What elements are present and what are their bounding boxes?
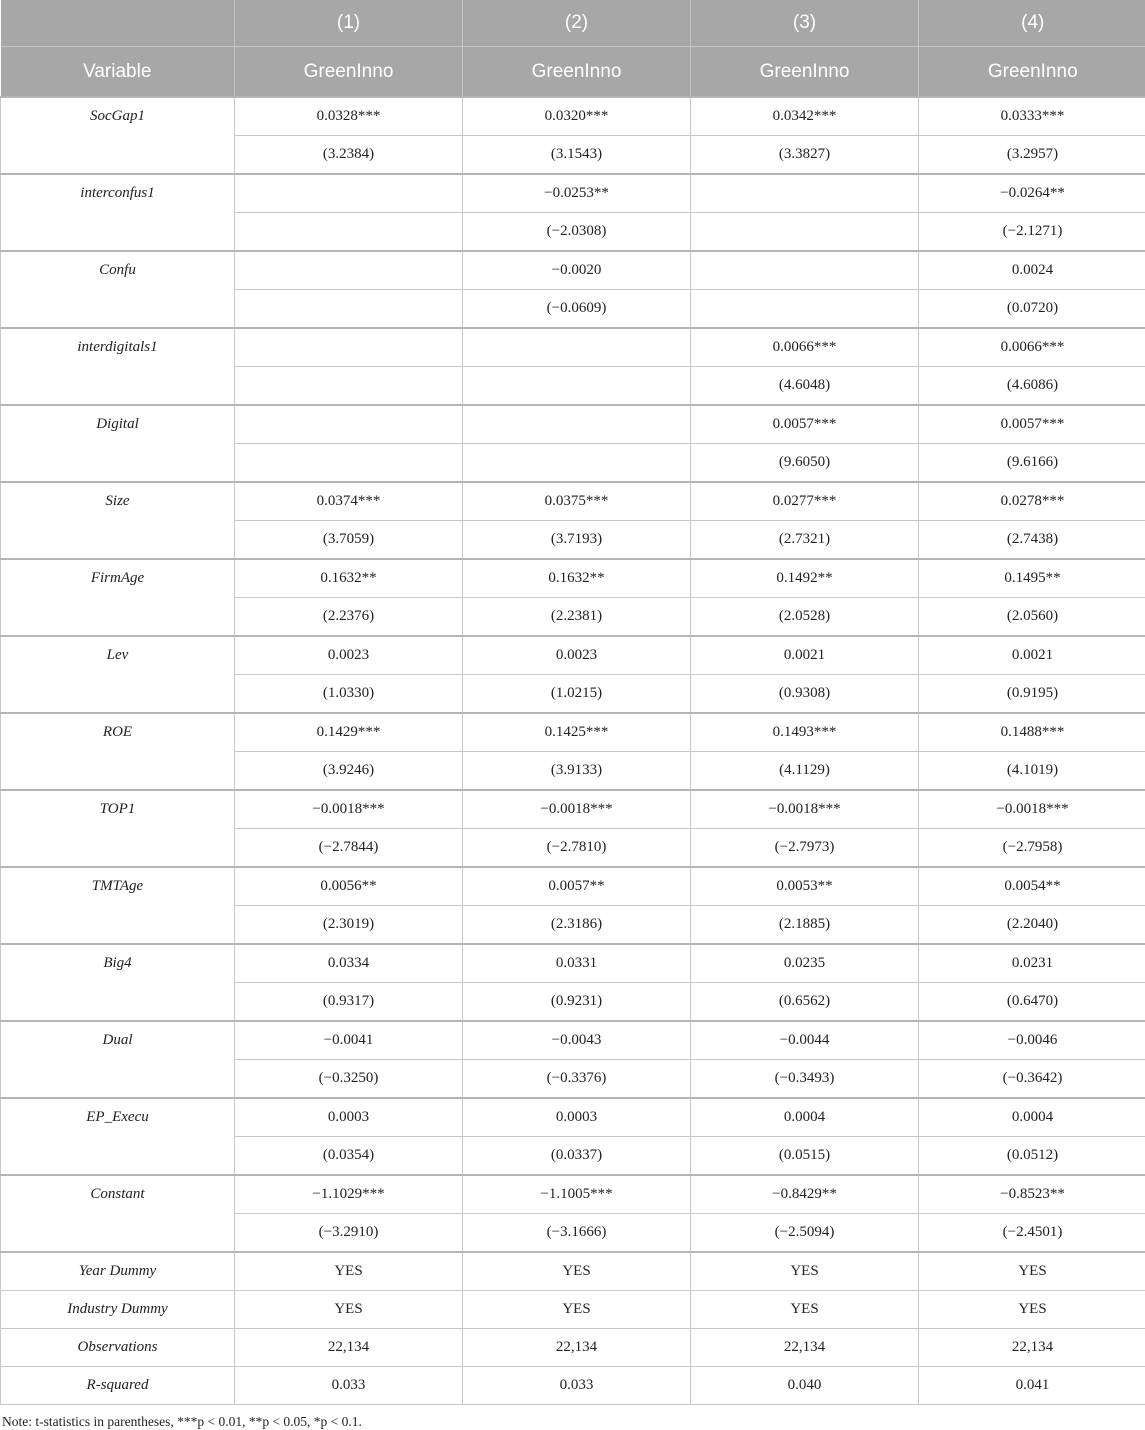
header-dependent-variable: GreenInno bbox=[691, 47, 919, 98]
coefficient-row bbox=[1, 1175, 1145, 1214]
t-statistic-cell: (3.2384) bbox=[235, 136, 463, 175]
coefficient-cell: 0.0375*** bbox=[463, 482, 691, 521]
coefficient-cell: 0.0334 bbox=[235, 944, 463, 983]
coefficient-cell: 0.0004 bbox=[919, 1098, 1145, 1137]
header-model-number: (3) bbox=[691, 0, 919, 47]
coefficient-cell bbox=[235, 405, 463, 444]
summary-row bbox=[1, 1291, 1145, 1329]
table-header bbox=[1, 0, 1145, 97]
summary-value: YES bbox=[919, 1291, 1145, 1329]
t-statistic-cell bbox=[691, 213, 919, 252]
t-statistic-cell: (1.0215) bbox=[463, 675, 691, 714]
header-dependent-variable: GreenInno bbox=[463, 47, 691, 98]
variable-name: interconfus1 bbox=[1, 174, 235, 251]
coefficient-cell: −0.0043 bbox=[463, 1021, 691, 1060]
t-statistic-cell: (2.3019) bbox=[235, 906, 463, 945]
coefficient-cell bbox=[235, 251, 463, 290]
coefficient-cell: −1.1005*** bbox=[463, 1175, 691, 1214]
coefficient-cell: 0.0024 bbox=[919, 251, 1145, 290]
t-statistic-cell: (−0.3642) bbox=[919, 1060, 1145, 1099]
t-statistic-cell bbox=[235, 444, 463, 483]
summary-value: 0.033 bbox=[463, 1367, 691, 1405]
t-statistic-cell: (−2.4501) bbox=[919, 1214, 1145, 1253]
summary-value: YES bbox=[691, 1252, 919, 1291]
variable-name: Confu bbox=[1, 251, 235, 328]
coefficient-cell: −0.0018*** bbox=[463, 790, 691, 829]
coefficient-cell: 0.1632** bbox=[235, 559, 463, 598]
t-statistic-cell: (3.7059) bbox=[235, 521, 463, 560]
coefficient-cell: 0.1429*** bbox=[235, 713, 463, 752]
t-statistic-cell: (−2.1271) bbox=[919, 213, 1145, 252]
coefficient-cell: −0.0046 bbox=[919, 1021, 1145, 1060]
coefficient-row bbox=[1, 559, 1145, 598]
t-statistic-cell: (0.9231) bbox=[463, 983, 691, 1022]
coefficient-cell: −0.0253** bbox=[463, 174, 691, 213]
coefficient-cell: −0.8523** bbox=[919, 1175, 1145, 1214]
t-statistic-cell: (2.0560) bbox=[919, 598, 1145, 637]
coefficient-cell: 0.0003 bbox=[235, 1098, 463, 1137]
coefficient-cell bbox=[235, 328, 463, 367]
coefficient-cell bbox=[463, 405, 691, 444]
coefficient-row bbox=[1, 482, 1145, 521]
coefficient-cell: 0.0231 bbox=[919, 944, 1145, 983]
coefficient-row bbox=[1, 328, 1145, 367]
coefficient-cell: −0.0041 bbox=[235, 1021, 463, 1060]
t-statistic-cell: (2.3186) bbox=[463, 906, 691, 945]
coefficient-cell: 0.0023 bbox=[463, 636, 691, 675]
t-statistic-cell: (−0.3376) bbox=[463, 1060, 691, 1099]
coefficient-cell: 0.0023 bbox=[235, 636, 463, 675]
t-statistic-cell bbox=[691, 290, 919, 329]
coefficient-cell: 0.0004 bbox=[691, 1098, 919, 1137]
coefficient-cell: 0.0235 bbox=[691, 944, 919, 983]
coefficient-cell: −0.0020 bbox=[463, 251, 691, 290]
summary-label: Observations bbox=[1, 1329, 235, 1367]
coefficient-cell: 0.1488*** bbox=[919, 713, 1145, 752]
coefficient-cell bbox=[691, 174, 919, 213]
coefficient-cell: 0.0057*** bbox=[691, 405, 919, 444]
t-statistic-cell: (2.0528) bbox=[691, 598, 919, 637]
coefficient-row bbox=[1, 1098, 1145, 1137]
variable-name: TOP1 bbox=[1, 790, 235, 867]
header-model-number: (2) bbox=[463, 0, 691, 47]
coefficient-cell: 0.0056** bbox=[235, 867, 463, 906]
coefficient-cell: 0.0066*** bbox=[919, 328, 1145, 367]
coefficient-cell: 0.0278*** bbox=[919, 482, 1145, 521]
variable-name: ROE bbox=[1, 713, 235, 790]
t-statistic-cell: (4.1019) bbox=[919, 752, 1145, 791]
coefficient-cell: −0.0018*** bbox=[235, 790, 463, 829]
coefficient-row bbox=[1, 97, 1145, 136]
coefficient-cell bbox=[691, 251, 919, 290]
header-model-number: (4) bbox=[919, 0, 1145, 47]
t-statistic-cell: (−2.7958) bbox=[919, 829, 1145, 868]
t-statistic-cell: (2.2376) bbox=[235, 598, 463, 637]
t-statistic-cell: (3.9133) bbox=[463, 752, 691, 791]
variable-name: interdigitals1 bbox=[1, 328, 235, 405]
t-statistic-cell: (2.7321) bbox=[691, 521, 919, 560]
summary-value: YES bbox=[919, 1252, 1145, 1291]
coefficient-cell: 0.1632** bbox=[463, 559, 691, 598]
t-statistic-cell: (2.7438) bbox=[919, 521, 1145, 560]
coefficient-row bbox=[1, 405, 1145, 444]
t-statistic-cell: (3.1543) bbox=[463, 136, 691, 175]
coefficient-cell: 0.0021 bbox=[919, 636, 1145, 675]
coefficient-cell: 0.0003 bbox=[463, 1098, 691, 1137]
t-statistic-cell: (3.7193) bbox=[463, 521, 691, 560]
variable-name: Big4 bbox=[1, 944, 235, 1021]
t-statistic-cell: (0.9317) bbox=[235, 983, 463, 1022]
summary-value: 0.041 bbox=[919, 1367, 1145, 1405]
t-statistic-cell: (3.9246) bbox=[235, 752, 463, 791]
coefficient-cell: −0.0018*** bbox=[919, 790, 1145, 829]
header-dependent-variable: GreenInno bbox=[919, 47, 1145, 98]
coefficient-cell: 0.1493*** bbox=[691, 713, 919, 752]
coefficient-row bbox=[1, 867, 1145, 906]
coefficient-row bbox=[1, 636, 1145, 675]
summary-label: R-squared bbox=[1, 1367, 235, 1405]
variable-name: SocGap1 bbox=[1, 97, 235, 174]
summary-row bbox=[1, 1367, 1145, 1405]
t-statistic-cell: (0.6470) bbox=[919, 983, 1145, 1022]
t-statistic-cell: (4.6086) bbox=[919, 367, 1145, 406]
t-statistic-cell: (−3.1666) bbox=[463, 1214, 691, 1253]
t-statistic-cell: (−2.5094) bbox=[691, 1214, 919, 1253]
coefficient-cell: −0.0044 bbox=[691, 1021, 919, 1060]
summary-row bbox=[1, 1329, 1145, 1367]
variable-name: FirmAge bbox=[1, 559, 235, 636]
t-statistic-cell: (−2.7810) bbox=[463, 829, 691, 868]
coefficient-cell: 0.0328*** bbox=[235, 97, 463, 136]
t-statistic-cell: (3.3827) bbox=[691, 136, 919, 175]
t-statistic-cell: (−3.2910) bbox=[235, 1214, 463, 1253]
coefficient-cell: 0.0374*** bbox=[235, 482, 463, 521]
coefficient-cell: −0.0264** bbox=[919, 174, 1145, 213]
t-statistic-cell: (−2.7973) bbox=[691, 829, 919, 868]
coefficient-cell: −0.8429** bbox=[691, 1175, 919, 1214]
variable-name: Digital bbox=[1, 405, 235, 482]
t-statistic-cell bbox=[463, 367, 691, 406]
t-statistic-cell: (−0.0609) bbox=[463, 290, 691, 329]
t-statistic-cell: (0.0337) bbox=[463, 1137, 691, 1176]
t-statistic-cell: (0.0720) bbox=[919, 290, 1145, 329]
coefficient-row bbox=[1, 713, 1145, 752]
summary-value: 22,134 bbox=[463, 1329, 691, 1367]
t-statistic-cell: (0.9195) bbox=[919, 675, 1145, 714]
summary-row bbox=[1, 1252, 1145, 1291]
t-statistic-cell: (4.1129) bbox=[691, 752, 919, 791]
coefficient-cell: 0.0021 bbox=[691, 636, 919, 675]
coefficient-cell bbox=[235, 174, 463, 213]
t-statistic-cell: (1.0330) bbox=[235, 675, 463, 714]
coefficient-cell: 0.0066*** bbox=[691, 328, 919, 367]
summary-value: 0.040 bbox=[691, 1367, 919, 1405]
variable-name: Lev bbox=[1, 636, 235, 713]
header-dependent-variable: GreenInno bbox=[235, 47, 463, 98]
coefficient-cell: 0.0057*** bbox=[919, 405, 1145, 444]
header-blank-cell bbox=[1, 0, 235, 47]
summary-value: YES bbox=[463, 1291, 691, 1329]
table-note: Note: t-statistics in parentheses, ***p < 0.01, **p < 0.05, *p < 0.1. bbox=[0, 1414, 1145, 1430]
coefficient-cell: 0.1425*** bbox=[463, 713, 691, 752]
summary-value: 22,134 bbox=[919, 1329, 1145, 1367]
coefficient-row bbox=[1, 174, 1145, 213]
table-body bbox=[1, 97, 1145, 1405]
coefficient-cell: 0.0342*** bbox=[691, 97, 919, 136]
t-statistic-cell: (3.2957) bbox=[919, 136, 1145, 175]
summary-value: YES bbox=[463, 1252, 691, 1291]
header-row-dependent-variable bbox=[1, 47, 1145, 98]
t-statistic-cell bbox=[463, 444, 691, 483]
t-statistic-cell: (4.6048) bbox=[691, 367, 919, 406]
t-statistic-cell bbox=[235, 290, 463, 329]
summary-value: YES bbox=[691, 1291, 919, 1329]
variable-name: EP_Execu bbox=[1, 1098, 235, 1175]
header-variable-label: Variable bbox=[1, 47, 235, 98]
t-statistic-cell: (−2.7844) bbox=[235, 829, 463, 868]
coefficient-cell: 0.0057** bbox=[463, 867, 691, 906]
t-statistic-cell: (0.9308) bbox=[691, 675, 919, 714]
t-statistic-cell bbox=[235, 367, 463, 406]
coefficient-cell: 0.0331 bbox=[463, 944, 691, 983]
coefficient-cell: 0.0053** bbox=[691, 867, 919, 906]
coefficient-row bbox=[1, 1021, 1145, 1060]
coefficient-cell: −0.0018*** bbox=[691, 790, 919, 829]
t-statistic-cell: (9.6050) bbox=[691, 444, 919, 483]
coefficient-cell: −1.1029*** bbox=[235, 1175, 463, 1214]
coefficient-cell: 0.1492** bbox=[691, 559, 919, 598]
coefficient-cell bbox=[463, 328, 691, 367]
t-statistic-cell: (0.0354) bbox=[235, 1137, 463, 1176]
coefficient-cell: 0.0054** bbox=[919, 867, 1145, 906]
t-statistic-cell: (2.2381) bbox=[463, 598, 691, 637]
t-statistic-cell bbox=[235, 213, 463, 252]
coefficient-row bbox=[1, 251, 1145, 290]
summary-value: YES bbox=[235, 1291, 463, 1329]
t-statistic-cell: (−0.3250) bbox=[235, 1060, 463, 1099]
variable-name: Dual bbox=[1, 1021, 235, 1098]
t-statistic-cell: (9.6166) bbox=[919, 444, 1145, 483]
t-statistic-cell: (0.0515) bbox=[691, 1137, 919, 1176]
t-statistic-cell: (0.0512) bbox=[919, 1137, 1145, 1176]
coefficient-cell: 0.0333*** bbox=[919, 97, 1145, 136]
summary-label: Year Dummy bbox=[1, 1252, 235, 1291]
t-statistic-cell: (0.6562) bbox=[691, 983, 919, 1022]
coefficient-row bbox=[1, 944, 1145, 983]
summary-value: 22,134 bbox=[691, 1329, 919, 1367]
summary-label: Industry Dummy bbox=[1, 1291, 235, 1329]
summary-value: 0.033 bbox=[235, 1367, 463, 1405]
variable-name: Constant bbox=[1, 1175, 235, 1252]
t-statistic-cell: (−2.0308) bbox=[463, 213, 691, 252]
coefficient-row bbox=[1, 790, 1145, 829]
t-statistic-cell: (−0.3493) bbox=[691, 1060, 919, 1099]
coefficient-cell: 0.0277*** bbox=[691, 482, 919, 521]
variable-name: Size bbox=[1, 482, 235, 559]
t-statistic-cell: (2.2040) bbox=[919, 906, 1145, 945]
summary-value: YES bbox=[235, 1252, 463, 1291]
header-model-number: (1) bbox=[235, 0, 463, 47]
t-statistic-cell: (2.1885) bbox=[691, 906, 919, 945]
summary-value: 22,134 bbox=[235, 1329, 463, 1367]
variable-name: TMTAge bbox=[1, 867, 235, 944]
header-row-model-numbers bbox=[1, 0, 1145, 47]
coefficient-cell: 0.0320*** bbox=[463, 97, 691, 136]
coefficient-cell: 0.1495** bbox=[919, 559, 1145, 598]
